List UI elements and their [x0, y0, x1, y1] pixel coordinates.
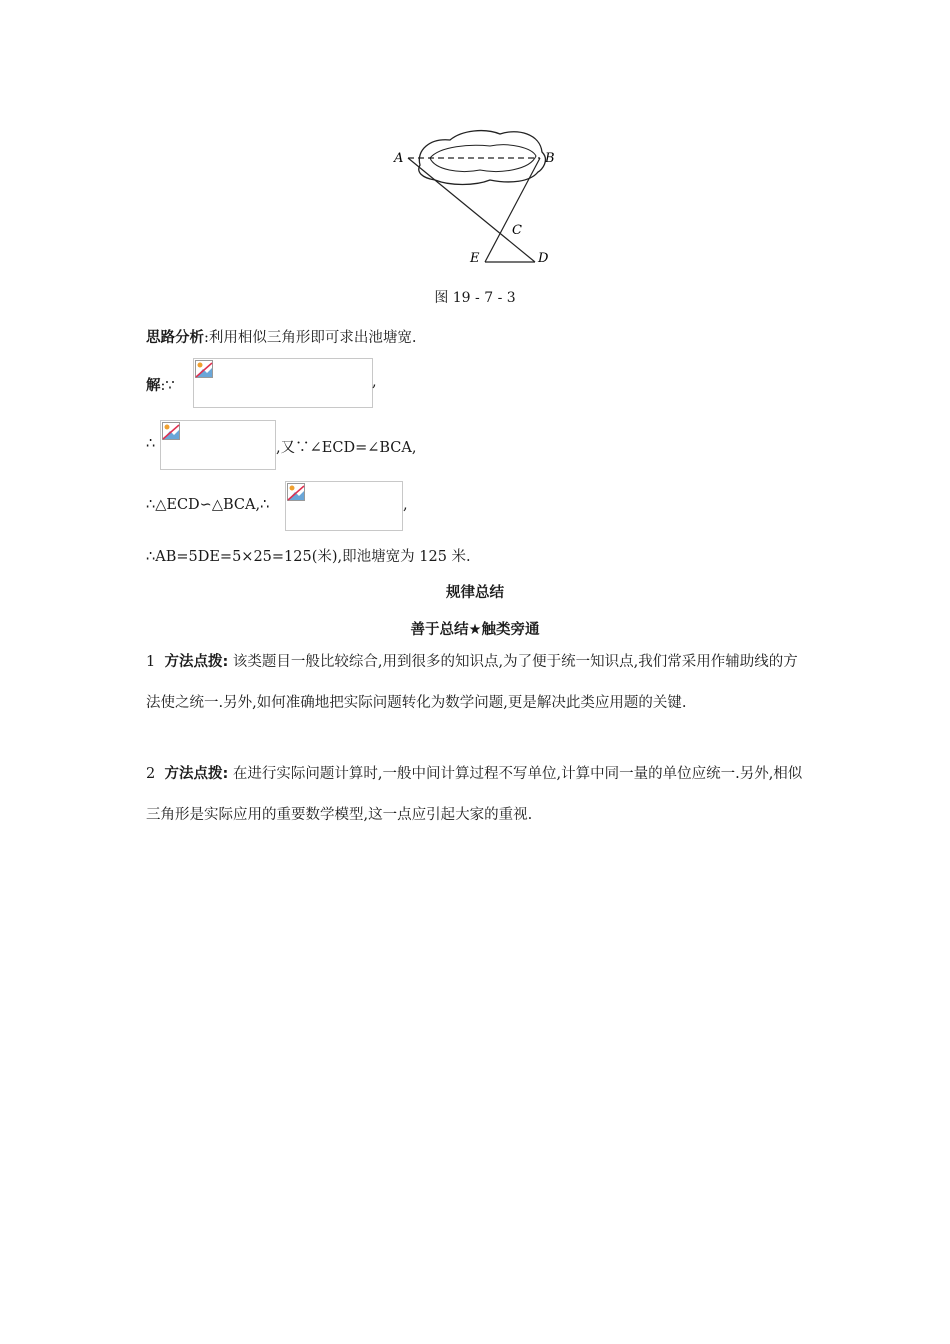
summary-item-2 [146, 754, 808, 836]
solution-line3-prefix: ∴△ECD∽△BCA,∴ [146, 497, 270, 513]
segment-be [485, 158, 540, 262]
broken-image-icon [162, 422, 180, 440]
formula-image-1 [193, 358, 373, 408]
solution-line1-prefix: :∵ [160, 378, 175, 394]
figure-caption: 图 19 - 7 - 3 [434, 290, 516, 306]
formula-image-3 [285, 481, 403, 531]
item-number: 2 [146, 766, 156, 782]
label-b: B [545, 151, 555, 166]
summary-subheading: 善于总结★触类旁通 [410, 622, 540, 638]
solution-label: 解 [146, 378, 161, 394]
label-d: D [538, 251, 549, 266]
label-a: A [394, 151, 404, 166]
segment-ad [408, 158, 535, 262]
summary-heading: 规律总结 [446, 585, 504, 601]
item-number: 1 [146, 654, 156, 670]
analysis-text: :利用相似三角形即可求出池塘宽. [204, 330, 417, 346]
summary-item-1 [146, 642, 808, 724]
solution-line-4: ∴AB=5DE=5×25=125(米),即池塘宽为 125 米. [146, 549, 471, 565]
broken-image-icon [287, 483, 305, 501]
analysis-line [146, 326, 417, 347]
item-text: 在进行实际问题计算时,一般中间计算过程不写单位,计算中同一量的单位应统一.另外,相似三角形是实际应用的重要数学模型,这一点应引起大家的重视. [146, 766, 803, 823]
analysis-label: 思路分析 [146, 330, 204, 346]
solution-line3-suffix: , [403, 497, 408, 513]
solution-line2-prefix: ∴ [146, 436, 156, 452]
item-label: 方法点拨: [164, 654, 229, 670]
item-text: 该类题目一般比较综合,用到很多的知识点,为了便于统一知识点,我们常采用作辅助线的方法使之统一.另外,如何准确地把实际问题转化为数学问题,更是解决此类应用题的关键. [146, 654, 798, 711]
solution-line2-suffix: ,又∵∠ECD=∠BCA, [276, 440, 417, 456]
label-c: C [512, 223, 522, 238]
broken-image-icon [195, 360, 213, 378]
label-e: E [470, 251, 480, 266]
item-label: 方法点拨: [164, 766, 229, 782]
pond-geometry-figure [390, 120, 570, 270]
solution-line1-suffix: , [372, 374, 377, 390]
solution-line-1 [146, 374, 175, 395]
formula-image-2 [160, 420, 276, 470]
